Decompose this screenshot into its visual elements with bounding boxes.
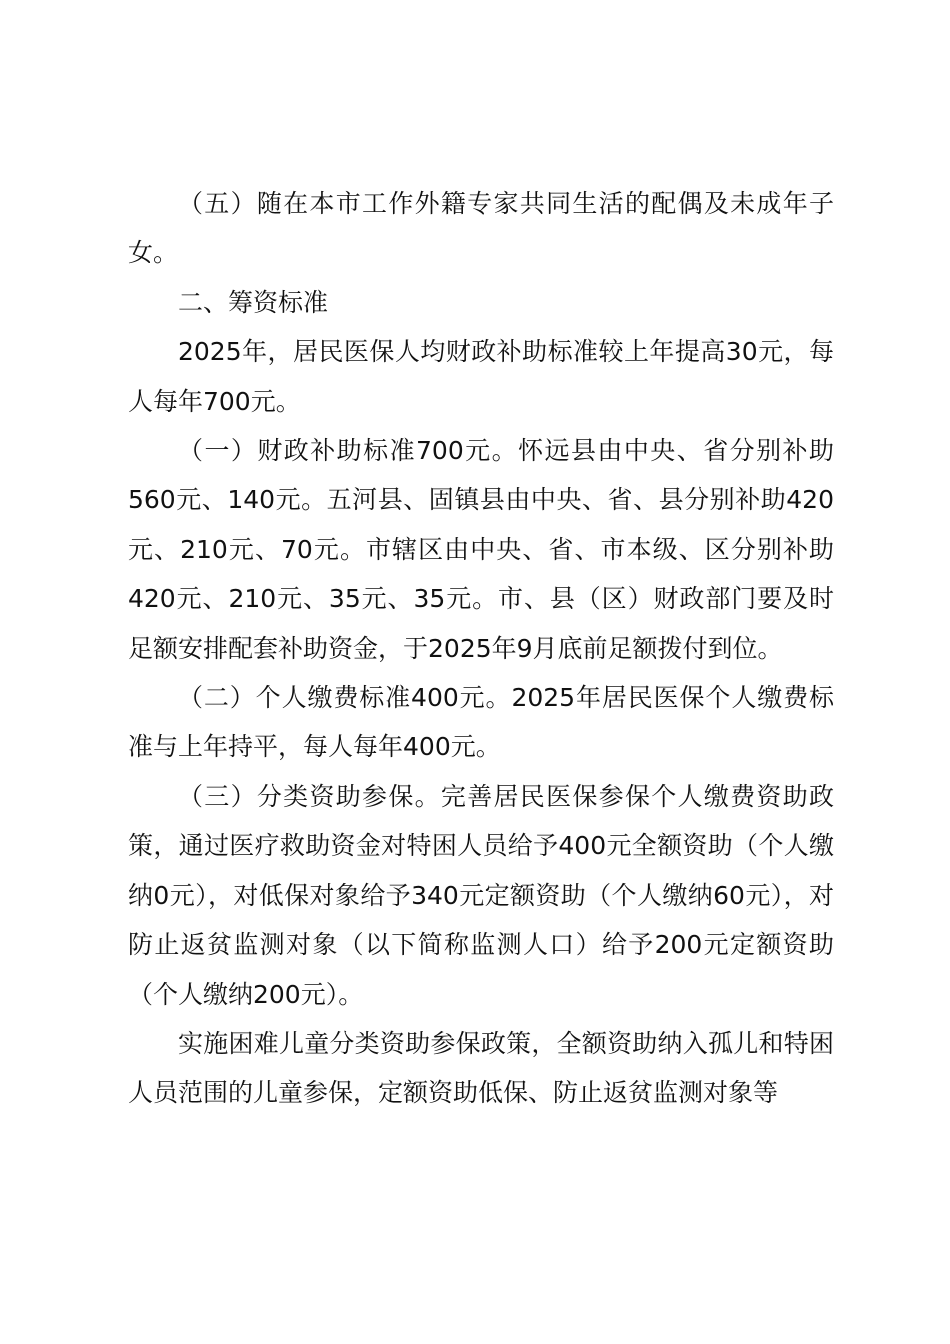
paragraph-classified-assistance: （三）分类资助参保。完善居民医保参保个人缴费资助政策，通过医疗救助资金对特困人员给予400元全额资助（个人缴纳0元），对低保对象给予340元定额资助（个人缴纳60元），对防止返贫监测对象（以下简称监测人口）给予200元定额资助（个人缴纳200元）。 — [128, 781, 834, 1009]
paragraph-fiscal-subsidy: （一）财政补助标准700元。怀远县由中央、省分别补助560元、140元。五河县、固镇县由中央、省、县分别补助420元、210元、70元。市辖区由中央、省、市本级、区分别补助420元、210元、35元、35元。市、县（区）财政部门要及时足额安排配套补助资金，于2025年9月底前足额拨付到位。 — [128, 436, 834, 663]
section-heading-funding-standard: 二、筹资标准 — [178, 287, 329, 317]
paragraph-spouse-children: （五）随在本市工作外籍专家共同生活的配偶及未成年子女。 — [128, 189, 834, 268]
paragraph-children-assistance: 实施困难儿童分类资助参保政策，全额资助纳入孤儿和特困人员范围的儿童参保，定额资助低保、防止返贫监测对象等 — [128, 1028, 834, 1108]
paragraph-subsidy-overview: 2025年，居民医保人均财政补助标准较上年提高30元，每人每年700元。 — [128, 337, 834, 416]
paragraph-personal-contribution: （二）个人缴费标准400元。2025年居民医保个人缴费标准与上年持平，每人每年400元。 — [128, 683, 834, 762]
document-page — [128, 179, 834, 1118]
